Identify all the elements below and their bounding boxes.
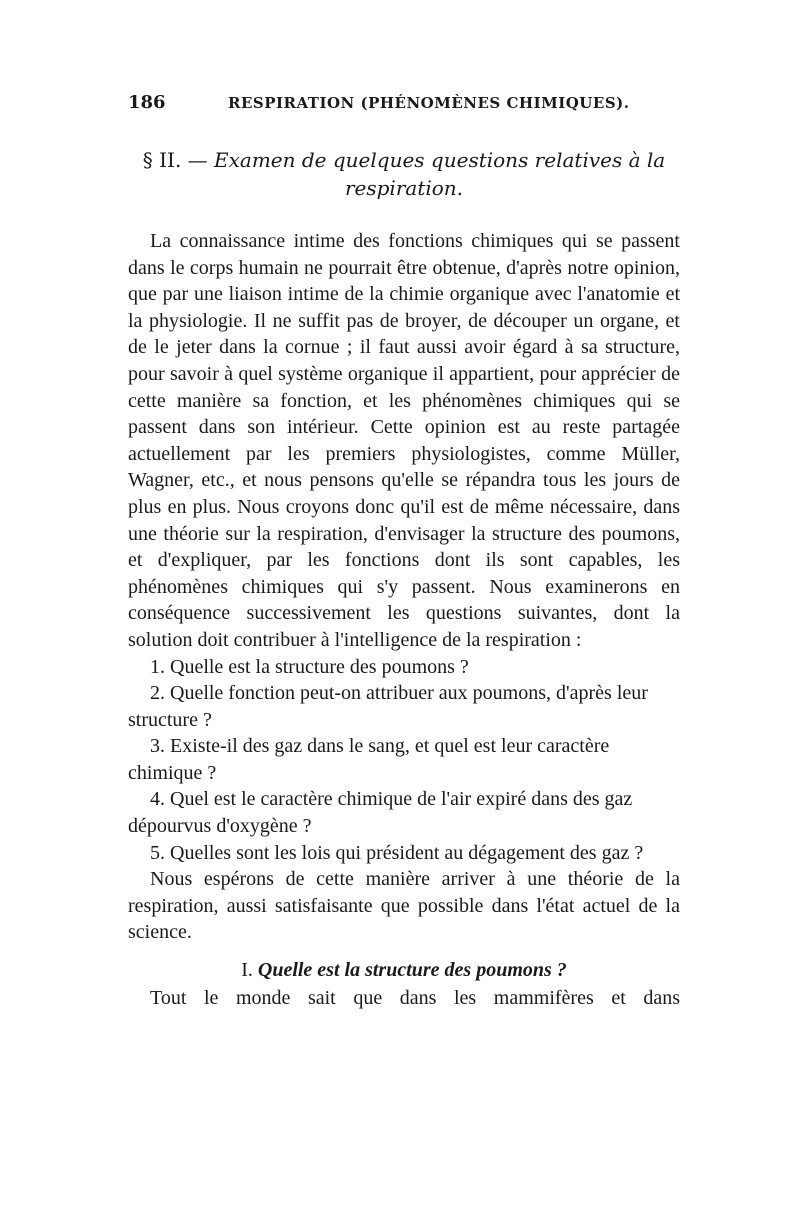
section-heading [128,146,680,202]
page-number: 186 [128,92,166,113]
book-page [128,92,680,1012]
intro-paragraph: La connaissance intime des fonctions chimiques qui se passent dans le corps humain ne pourrait être obtenue, d'après notre opinion, que par une liaison intime de la chimie organique avec l'anatomie et la physiologie. Il ne suffit pas de broyer, de découper un organe, et de le jeter dans la cornue ; il faut aussi avoir égard à sa structure, pour savoir à quel système organique il appartient, pour apprécier de cette manière sa fonction, et les phénomènes chimiques qui se passent dans son intérieur. Cette opinion est au reste partagée actuellement par les premiers physiologistes, comme Müller, Wagner, etc., et nous pensons qu'elle se répandra tous les jours de plus en plus. Nous croyons donc qu'il est de même nécessaire, dans une théorie sur la respiration, d'envisager la structure des poumons, et d'expliquer, par les fonctions dont ils sont capables, les phénomènes chimiques qui s'y passent. Nous examinerons en conséquence successivement les questions suivantes, dont la solution doit contribuer à l'intelligence de la respiration : [128,230,680,651]
question-item: 1. Quelle est la structure des poumons ? [150,655,469,678]
subsection-heading [128,956,680,984]
question-list [128,654,680,867]
section-title: Examen de quelques questions relatives à la respiration. [214,148,666,200]
question-item: 5. Quelles sont les lois qui président au dégagement des gaz ? [150,841,644,864]
running-title: RESPIRATION (PHÉNOMÈNES CHIMIQUES). [228,94,630,112]
closing-paragraph: Nous espérons de cette manière arriver à une théorie de la respiration, aussi satisfaisante que possible dans l'état actuel de la science. [128,868,680,944]
question-item: 3. Existe-il des gaz dans le sang, et quel est leur caractère chimique ? [128,735,610,784]
question-item: 4. Quel est le caractère chimique de l'air expiré dans des gaz dépourvus d'oxygène ? [128,788,633,838]
subsection-number: I. [241,959,253,982]
question-item: 2. Quelle fonction peut-on attribuer aux poumons, d'après leur structure ? [128,682,648,731]
subsection-title: Quelle est la structure des poumons ? [257,959,567,982]
running-head [128,92,680,122]
section-number: § II. — [142,148,208,172]
continuation-line: Tout le monde sait que dans les mammifères et dans [150,987,680,1010]
